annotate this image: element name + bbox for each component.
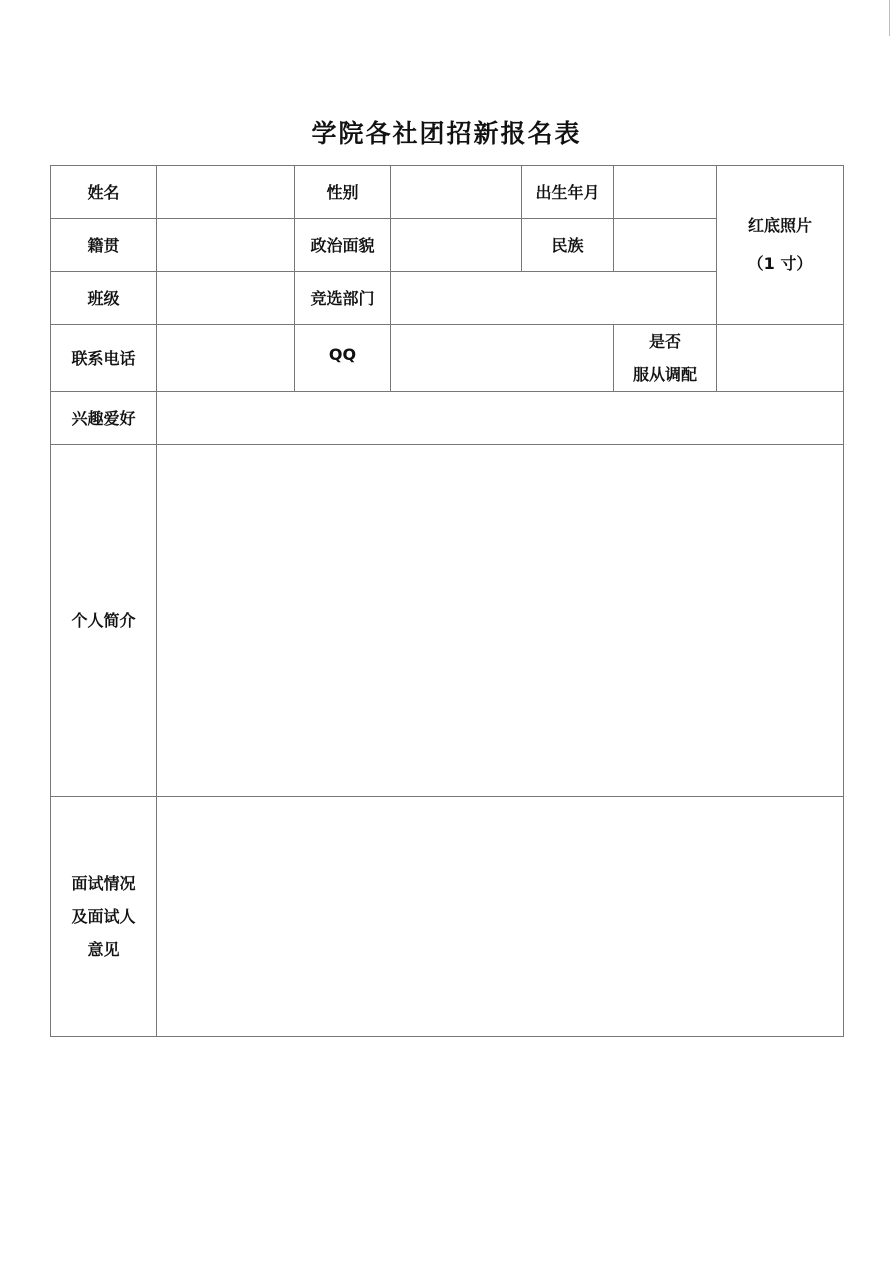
- page-corner-mark: [889, 0, 890, 36]
- department-field[interactable]: [391, 272, 717, 325]
- interview-label-line2: 及面试人: [71, 907, 136, 926]
- qq-field[interactable]: [391, 325, 614, 392]
- native-place-label: 籍贯: [51, 219, 157, 272]
- photo-label-line1: 红底照片: [747, 216, 812, 235]
- intro-label: 个人简介: [51, 445, 157, 797]
- adjustment-label-line2: 服从调配: [632, 365, 697, 384]
- photo-box[interactable]: [717, 166, 844, 325]
- intro-field[interactable]: [157, 445, 844, 797]
- qq-label: QQ: [295, 325, 391, 392]
- phone-field[interactable]: [157, 325, 295, 392]
- registration-form-table: [50, 165, 844, 1037]
- interview-label-line3: 意见: [87, 940, 120, 959]
- row-intro: [51, 445, 844, 797]
- class-label: 班级: [51, 272, 157, 325]
- name-label: 姓名: [51, 166, 157, 219]
- ethnicity-label: 民族: [522, 219, 614, 272]
- native-place-field[interactable]: [157, 219, 295, 272]
- name-field[interactable]: [157, 166, 295, 219]
- interview-label: [51, 797, 157, 1037]
- row-hobby: [51, 392, 844, 445]
- photo-label-line2: （1 寸）: [747, 254, 813, 273]
- birth-field[interactable]: [614, 166, 717, 219]
- row-interview: [51, 797, 844, 1037]
- political-status-label: 政治面貌: [295, 219, 391, 272]
- gender-field[interactable]: [391, 166, 522, 219]
- hobby-field[interactable]: [157, 392, 844, 445]
- birth-label: 出生年月: [522, 166, 614, 219]
- row-name: [51, 166, 844, 219]
- department-label: 竞选部门: [295, 272, 391, 325]
- interview-label-line1: 面试情况: [71, 874, 136, 893]
- adjustment-field[interactable]: [717, 325, 844, 392]
- class-field[interactable]: [157, 272, 295, 325]
- ethnicity-field[interactable]: [614, 219, 717, 272]
- gender-label: 性别: [295, 166, 391, 219]
- interview-field[interactable]: [157, 797, 844, 1037]
- adjustment-label: [614, 325, 717, 392]
- political-status-field[interactable]: [391, 219, 522, 272]
- hobby-label: 兴趣爱好: [51, 392, 157, 445]
- row-contact: [51, 325, 844, 392]
- phone-label: 联系电话: [51, 325, 157, 392]
- adjustment-label-line1: 是否: [648, 332, 681, 351]
- form-title: 学院各社团招新报名表: [311, 119, 582, 148]
